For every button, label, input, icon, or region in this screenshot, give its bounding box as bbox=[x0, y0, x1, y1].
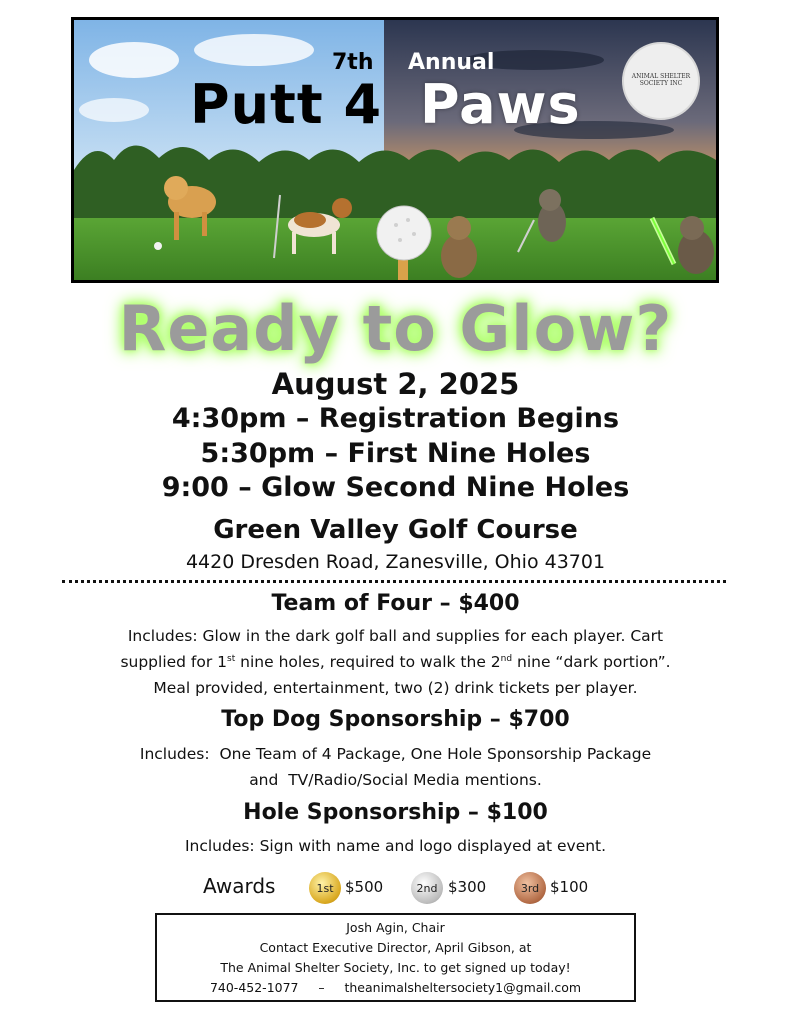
edition-label: 7th bbox=[332, 50, 374, 75]
contact-organization: The Animal Shelter Society, Inc. to get signed up today! bbox=[220, 960, 571, 975]
annual-label: Annual bbox=[408, 50, 495, 75]
top-dog-line-2: and TV/Radio/Social Media mentions. bbox=[249, 771, 542, 789]
cloud bbox=[194, 34, 314, 66]
bronze-medal-icon: 3rd bbox=[514, 872, 546, 904]
contact-details bbox=[157, 978, 634, 998]
schedule-glow-nine: 9:00 – Glow Second Nine Holes bbox=[161, 472, 630, 503]
silver-medal-icon: 2nd bbox=[411, 872, 443, 904]
team-package-heading: Team of Four – $400 bbox=[271, 591, 520, 616]
venue-name: Green Valley Golf Course bbox=[213, 515, 578, 545]
awards-row bbox=[0, 870, 791, 904]
chair-name: Josh Agin, Chair bbox=[346, 920, 445, 935]
team-package-description bbox=[0, 623, 791, 701]
dotted-divider bbox=[62, 580, 726, 583]
schedule-first-nine: 5:30pm – First Nine Holes bbox=[200, 438, 591, 469]
contact-box bbox=[155, 913, 636, 1002]
contact-separator: – bbox=[318, 980, 325, 995]
team-package-line-1: Includes: Glow in the dark golf ball and supplies for each player. Cart bbox=[127, 627, 664, 645]
headline: Ready to Glow? bbox=[118, 292, 673, 365]
second-prize: $300 bbox=[448, 878, 487, 896]
email-address[interactable]: theanimalshelter​society1@gmail.com bbox=[344, 980, 582, 995]
animal-shelter-society-seal bbox=[622, 42, 700, 120]
banner-scene bbox=[74, 20, 716, 280]
event-banner bbox=[71, 17, 719, 283]
event-date: August 2, 2025 bbox=[271, 367, 520, 401]
gold-medal-icon: 1st bbox=[309, 872, 341, 904]
team-package-line-3: Meal provided, entertainment, two (2) drink tickets per player. bbox=[153, 679, 638, 697]
third-prize: $100 bbox=[550, 878, 589, 896]
phone-number[interactable]: 740-452-1077 bbox=[209, 980, 299, 995]
contact-director: Contact Executive Director, April Gibson, at bbox=[259, 940, 532, 955]
seal-text: ANIMAL SHELTER SOCIETY INC bbox=[631, 73, 691, 87]
awards-label: Awards bbox=[203, 874, 276, 898]
top-dog-heading: Top Dog Sponsorship – $700 bbox=[221, 707, 570, 732]
top-dog-description bbox=[0, 741, 791, 793]
cloud bbox=[89, 42, 179, 78]
cloud bbox=[79, 98, 149, 122]
schedule-registration: 4:30pm – Registration Begins bbox=[171, 403, 620, 434]
hole-sponsorship-heading: Hole Sponsorship – $100 bbox=[243, 800, 548, 825]
banner-title-putt: Putt 4 bbox=[190, 73, 383, 136]
banner-title-paws: Paws bbox=[420, 73, 581, 136]
hole-sponsorship-description: Includes: Sign with name and logo displayed at event. bbox=[184, 837, 607, 855]
venue-address: 4420 Dresden Road, Zanesville, Ohio 43701 bbox=[185, 551, 606, 573]
team-package-line-2: supplied for 1st nine holes, required to walk the 2nd nine “dark portion”. bbox=[120, 653, 671, 671]
top-dog-line-1: Includes: One Team of 4 Package, One Hole Sponsorship Package bbox=[139, 745, 652, 763]
first-prize: $500 bbox=[345, 878, 384, 896]
